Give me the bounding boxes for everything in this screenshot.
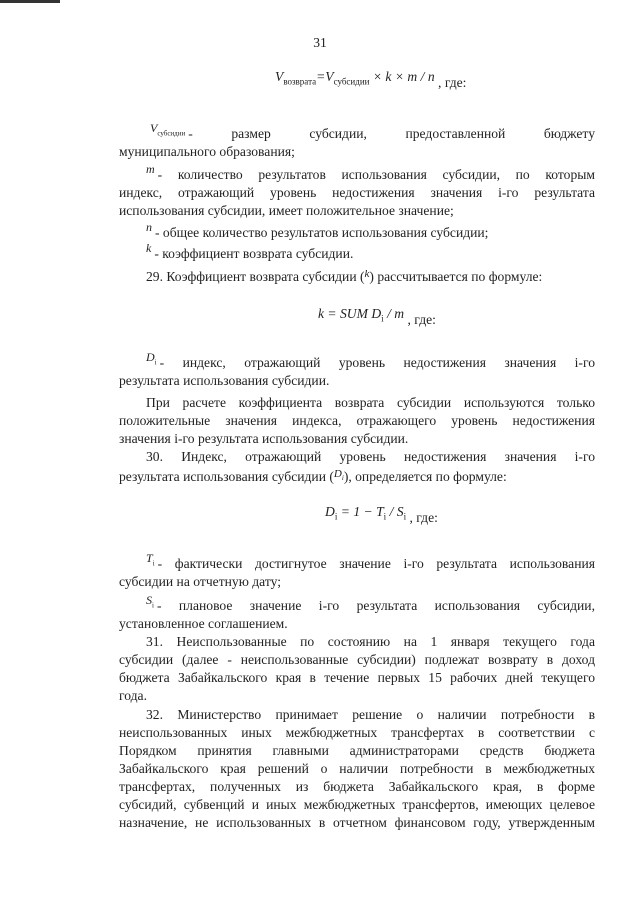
def-n-line: n - общее количество результатов использования субсидии;: [146, 220, 489, 240]
paragraph-32-line2: неиспользованных иных межбюджетных трансфертах в соответствии с: [119, 725, 595, 740]
def-t-line2: субсидии на отчетную дату;: [119, 574, 282, 589]
para-calc-line2: положительные значения индекса, отражающего уровень недостижения: [119, 413, 595, 428]
formula-index: $D_i = 1 - T_i / S_i$ , где:: [325, 504, 438, 525]
def-s-line1: $S_i$ - плановое значение i-го результата использования субсидии,: [146, 593, 595, 613]
formula-refund-coefficient: k = SUM $D_i$ / m , где:: [318, 306, 436, 327]
def-m-line1: m - количество результатов использования субсидии, по которым: [146, 162, 595, 182]
paragraph-29: 29. Коэффициент возврата субсидии ($^k$) рассчитывается по формуле:: [146, 268, 543, 284]
scan-edge-line: [0, 0, 60, 3]
paragraph-30-line2: результата использования субсидии ($^{D_i}$), определяется по формуле:: [119, 468, 507, 484]
para-calc-line3: значения i-го результата использования субсидии.: [119, 431, 409, 446]
para-calc-line1: При расчете коэффициента возврата субсидии используются только: [146, 395, 595, 410]
formula-refund-volume: $V_{возврата}=V_{субсидии} \times k \times m / n$ , где:: [275, 69, 467, 90]
def-v-line1: $V_{субсидии}$ - размер субсидии, предоставленной бюджету: [150, 121, 595, 141]
def-v-line2: муниципального образования;: [119, 144, 295, 159]
page-number: 31: [313, 35, 327, 50]
def-d-line2: результата использования субсидии.: [119, 373, 330, 388]
paragraph-32-line6: субсидий, субвенций и иных межбюджетных трансфертов, имеющих целевое: [119, 797, 595, 812]
paragraph-30-line1: 30. Индекс, отражающий уровень недостижения значения i-го: [146, 449, 595, 464]
def-s-line2: установленное соглашением.: [119, 616, 288, 631]
paragraph-31-line4: года.: [119, 688, 147, 703]
def-d-line1: $D_i$ - индекс, отражающий уровень недостижения значения i-го: [146, 350, 595, 370]
paragraph-32-line3: Порядком принятия главными администраторами средств бюджета: [119, 743, 595, 758]
def-m-line3: использования субсидии, имеет положительное значение;: [119, 203, 454, 218]
paragraph-31-line1: 31. Неиспользованные по состоянию на 1 января текущего года: [146, 634, 595, 649]
paragraph-32-line1: 32. Министерство принимает решение о наличии потребности в: [146, 707, 595, 722]
paragraph-32-line7: назначение, не использованных в отчетном финансовом году, утвержденным: [119, 815, 595, 830]
paragraph-31-line3: бюджета Забайкальского края в течение первых 15 рабочих дней текущего: [119, 670, 595, 685]
paragraph-32-line5: трансфертах, полученных из бюджета Забайкальского края, в форме: [119, 779, 595, 794]
def-k-line: k - коэффициент возврата субсидии.: [146, 241, 354, 261]
def-m-line2: индекс, отражающий уровень недостижения значения i-го результата: [119, 185, 595, 200]
paragraph-32-line4: Забайкальского края решений о наличии потребности в межбюджетных: [119, 761, 595, 776]
def-t-line1: $T_i$ - фактически достигнутое значение i-го результата использования: [146, 551, 595, 571]
paragraph-31-line2: субсидии (далее - неиспользованные субсидии) подлежат возврату в доход: [119, 652, 595, 667]
